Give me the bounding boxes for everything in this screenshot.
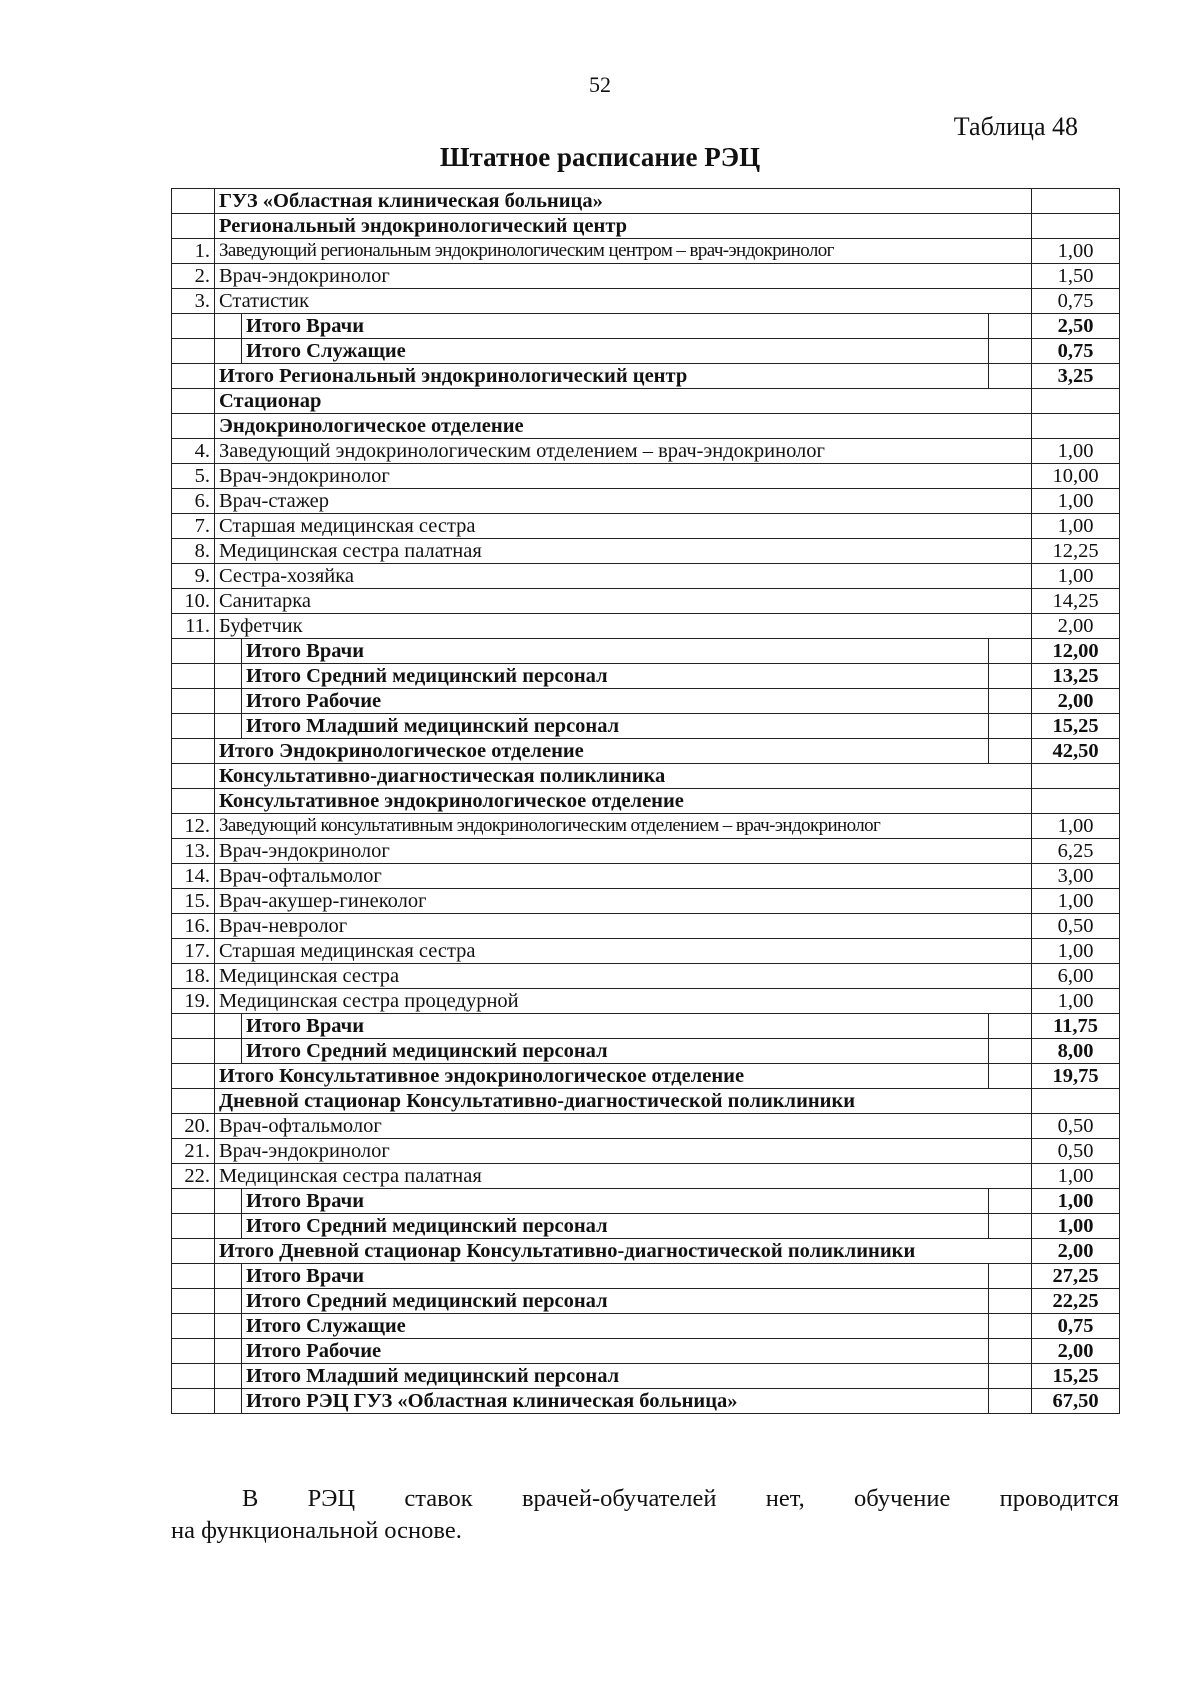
row-position: Санитарка (215, 589, 1032, 614)
subtotal-label: Итого Служащие (242, 1314, 989, 1339)
subtotal-row (172, 1214, 1120, 1239)
table-row (172, 439, 1120, 464)
closing-line-1 (171, 1483, 1119, 1515)
indent-empty (215, 1289, 242, 1314)
row-position: Медицинская сестра (215, 964, 1032, 989)
row-position: Врач-эндокринолог (215, 264, 1032, 289)
subtotal-row (172, 639, 1120, 664)
row-position: Врач-эндокринолог (215, 464, 1032, 489)
row-position: Заведующий региональным эндокринологическим центром – врач-эндокринолог (215, 239, 1032, 264)
table-row (172, 1164, 1120, 1189)
indent-empty (215, 664, 242, 689)
row-position: Медицинская сестра процедурной (215, 989, 1032, 1014)
subtotal-row (172, 1014, 1120, 1039)
indent-empty (215, 1339, 242, 1364)
subtotal-value: 12,00 (1032, 639, 1120, 664)
total-row (172, 364, 1120, 389)
table-row (172, 539, 1120, 564)
table-row (172, 864, 1120, 889)
row-number: 16. (172, 914, 215, 939)
row-position: Медицинская сестра палатная (215, 539, 1032, 564)
subtotal-label: Итого Младший медицинский персонал (242, 714, 989, 739)
row-position: Сестра-хозяйка (215, 564, 1032, 589)
section-header-row (172, 764, 1120, 789)
table-row (172, 964, 1120, 989)
row-number-empty (172, 1289, 215, 1314)
indent-empty (215, 714, 242, 739)
subtotal-row (172, 1339, 1120, 1364)
row-position: Заведующий эндокринологическим отделением – врач-эндокринолог (215, 439, 1032, 464)
closing-line-2: на функциональной основе. (171, 1517, 462, 1544)
spacer-empty (989, 364, 1032, 389)
row-number: 5. (172, 464, 215, 489)
subtotal-row (172, 1314, 1120, 1339)
spacer-empty (989, 314, 1032, 339)
section-header-row (172, 214, 1120, 239)
table-row (172, 814, 1120, 839)
table-row (172, 464, 1120, 489)
closing-word: врачей-обучателей (521, 1485, 717, 1512)
table-row (172, 614, 1120, 639)
spacer-empty (989, 1064, 1032, 1089)
row-value: 1,00 (1032, 514, 1120, 539)
row-number: 18. (172, 964, 215, 989)
row-position: Врач-офтальмолог (215, 864, 1032, 889)
spacer-empty (989, 1314, 1032, 1339)
subtotal-label: Итого Врачи (242, 1264, 989, 1289)
spacer-empty (989, 1339, 1032, 1364)
subtotal-row (172, 664, 1120, 689)
subtotal-row (172, 1189, 1120, 1214)
row-number-empty (172, 739, 215, 764)
section-header-row (172, 789, 1120, 814)
section-title: Региональный эндокринологический центр (215, 214, 1032, 239)
subtotal-row (172, 339, 1120, 364)
row-position: Буфетчик (215, 614, 1032, 639)
spacer-empty (989, 1364, 1032, 1389)
closing-word: В (242, 1485, 259, 1512)
row-position: Врач-эндокринолог (215, 839, 1032, 864)
row-value: 10,00 (1032, 464, 1120, 489)
row-position: Старшая медицинская сестра (215, 514, 1032, 539)
row-number-empty (172, 414, 215, 439)
table-row (172, 489, 1120, 514)
row-number-empty (172, 1189, 215, 1214)
subtotal-label: Итого Рабочие (242, 689, 989, 714)
closing-word: обучение (854, 1485, 951, 1512)
row-number-empty (172, 1064, 215, 1089)
table-row (172, 239, 1120, 264)
table-row (172, 839, 1120, 864)
subtotal-value: 15,25 (1032, 1364, 1120, 1389)
subtotal-label: Итого Средний медицинский персонал (242, 1289, 989, 1314)
table-row (172, 939, 1120, 964)
spacer-empty (989, 1189, 1032, 1214)
row-number: 4. (172, 439, 215, 464)
indent-empty (215, 1389, 242, 1414)
row-value: 1,00 (1032, 989, 1120, 1014)
subtotal-value: 15,25 (1032, 714, 1120, 739)
total-value: 2,00 (1032, 1239, 1120, 1264)
section-header-row (172, 189, 1120, 214)
total-row (172, 739, 1120, 764)
row-number-empty (172, 639, 215, 664)
indent-empty (215, 1314, 242, 1339)
row-value: 1,00 (1032, 564, 1120, 589)
row-number-empty (172, 364, 215, 389)
row-position: Статистик (215, 289, 1032, 314)
total-row (172, 1239, 1120, 1264)
section-title: Консультативное эндокринологическое отделение (215, 789, 1032, 814)
spacer-empty (989, 689, 1032, 714)
row-number: 12. (172, 814, 215, 839)
table-row (172, 1114, 1120, 1139)
row-position: Врач-стажер (215, 489, 1032, 514)
subtotal-label: Итого Врачи (242, 1189, 989, 1214)
row-position: Врач-невролог (215, 914, 1032, 939)
staff-table (171, 188, 1120, 1414)
row-number: 8. (172, 539, 215, 564)
subtotal-value: 1,00 (1032, 1214, 1120, 1239)
page-title: Штатное расписание РЭЦ (439, 142, 761, 172)
table-row (172, 989, 1120, 1014)
total-label: Итого Дневной стационар Консультативно-диагностической поликлиники (215, 1239, 1032, 1264)
row-value: 6,00 (1032, 964, 1120, 989)
spacer-empty (989, 1014, 1032, 1039)
row-number-empty (172, 764, 215, 789)
subtotal-value: 0,75 (1032, 1314, 1120, 1339)
subtotal-row (172, 1389, 1120, 1414)
row-number: 20. (172, 1114, 215, 1139)
subtotal-label: Итого Средний медицинский персонал (242, 1214, 989, 1239)
row-value: 12,25 (1032, 539, 1120, 564)
row-number: 10. (172, 589, 215, 614)
row-number-empty (172, 689, 215, 714)
row-value: 0,50 (1032, 1114, 1120, 1139)
closing-word: ставок (404, 1485, 473, 1512)
section-title: Эндокринологическое отделение (215, 414, 1032, 439)
row-value (1032, 214, 1120, 239)
row-value: 6,25 (1032, 839, 1120, 864)
subtotal-value: 22,25 (1032, 1289, 1120, 1314)
indent-empty (215, 1214, 242, 1239)
row-value: 1,00 (1032, 439, 1120, 464)
spacer-empty (989, 664, 1032, 689)
row-number: 6. (172, 489, 215, 514)
subtotal-label: Итого Врачи (242, 314, 989, 339)
section-title: Стационар (215, 389, 1032, 414)
subtotal-label: Итого Рабочие (242, 1339, 989, 1364)
row-position: Врач-офтальмолог (215, 1114, 1032, 1139)
row-number-empty (172, 1014, 215, 1039)
table-row (172, 1139, 1120, 1164)
indent-empty (215, 639, 242, 664)
row-value (1032, 764, 1120, 789)
table-label: Таблица 48 (953, 112, 1078, 141)
row-number: 17. (172, 939, 215, 964)
section-title: ГУЗ «Областная клиническая больница» (215, 189, 1032, 214)
row-value: 14,25 (1032, 589, 1120, 614)
table-row (172, 889, 1120, 914)
table-row (172, 514, 1120, 539)
row-value: 2,00 (1032, 614, 1120, 639)
indent-empty (215, 1364, 242, 1389)
row-position: Заведующий консультативным эндокринологическим отделением – врач-эндокринолог (215, 814, 1032, 839)
row-value (1032, 414, 1120, 439)
row-value: 0,50 (1032, 1139, 1120, 1164)
row-value: 0,75 (1032, 289, 1120, 314)
closing-word: РЭЦ (307, 1485, 356, 1512)
row-number: 11. (172, 614, 215, 639)
row-number: 13. (172, 839, 215, 864)
spacer-empty (989, 1289, 1032, 1314)
subtotal-value: 27,25 (1032, 1264, 1120, 1289)
section-title: Дневной стационар Консультативно-диагностической поликлиники (215, 1089, 1032, 1114)
row-value: 3,00 (1032, 864, 1120, 889)
spacer-empty (989, 714, 1032, 739)
subtotal-label: Итого Врачи (242, 1014, 989, 1039)
row-value (1032, 189, 1120, 214)
table-row (172, 564, 1120, 589)
subtotal-label: Итого Служащие (242, 339, 989, 364)
row-value (1032, 389, 1120, 414)
row-number: 2. (172, 264, 215, 289)
subtotal-row (172, 1289, 1120, 1314)
table-row (172, 914, 1120, 939)
row-position: Врач-эндокринолог (215, 1139, 1032, 1164)
total-label: Итого Консультативное эндокринологическое отделение (215, 1064, 989, 1089)
row-number-empty (172, 389, 215, 414)
subtotal-value: 13,25 (1032, 664, 1120, 689)
subtotal-value: 2,00 (1032, 689, 1120, 714)
row-value: 1,00 (1032, 889, 1120, 914)
total-label: Итого Эндокринологическое отделение (215, 739, 989, 764)
row-number-empty (172, 1364, 215, 1389)
row-number-empty (172, 339, 215, 364)
row-number: 3. (172, 289, 215, 314)
indent-empty (215, 1014, 242, 1039)
subtotal-row (172, 689, 1120, 714)
table-row (172, 264, 1120, 289)
subtotal-value: 8,00 (1032, 1039, 1120, 1064)
row-number: 19. (172, 989, 215, 1014)
section-title: Консультативно-диагностическая поликлиника (215, 764, 1032, 789)
row-value: 0,50 (1032, 914, 1120, 939)
subtotal-label: Итого Врачи (242, 639, 989, 664)
subtotal-row (172, 714, 1120, 739)
row-number: 1. (172, 239, 215, 264)
closing-word: проводится (999, 1485, 1119, 1512)
row-number: 21. (172, 1139, 215, 1164)
section-header-row (172, 1089, 1120, 1114)
row-number-empty (172, 1089, 215, 1114)
row-value (1032, 1089, 1120, 1114)
table-row (172, 589, 1120, 614)
row-number-empty (172, 1389, 215, 1414)
row-number-empty (172, 1039, 215, 1064)
spacer-empty (989, 1264, 1032, 1289)
spacer-empty (989, 639, 1032, 664)
row-value: 1,00 (1032, 239, 1120, 264)
spacer-empty (989, 739, 1032, 764)
row-position: Старшая медицинская сестра (215, 939, 1032, 964)
indent-empty (215, 1039, 242, 1064)
row-value (1032, 789, 1120, 814)
row-number: 22. (172, 1164, 215, 1189)
row-number-empty (172, 1339, 215, 1364)
total-value: 19,75 (1032, 1064, 1120, 1089)
indent-empty (215, 689, 242, 714)
indent-empty (215, 1264, 242, 1289)
row-number: 7. (172, 514, 215, 539)
row-number-empty (172, 214, 215, 239)
total-value: 42,50 (1032, 739, 1120, 764)
row-number: 9. (172, 564, 215, 589)
row-number-empty (172, 714, 215, 739)
row-number-empty (172, 1239, 215, 1264)
subtotal-label: Итого Средний медицинский персонал (242, 1039, 989, 1064)
row-number-empty (172, 1264, 215, 1289)
row-number: 15. (172, 889, 215, 914)
subtotal-value: 2,00 (1032, 1339, 1120, 1364)
row-number-empty (172, 664, 215, 689)
row-number-empty (172, 1214, 215, 1239)
subtotal-row (172, 1264, 1120, 1289)
subtotal-value: 1,00 (1032, 1189, 1120, 1214)
total-label: Итого Региональный эндокринологический центр (215, 364, 989, 389)
closing-word: нет, (765, 1485, 805, 1512)
page-number: 52 (589, 72, 611, 97)
indent-empty (215, 314, 242, 339)
total-row (172, 1064, 1120, 1089)
row-number-empty (172, 189, 215, 214)
subtotal-label: Итого РЭЦ ГУЗ «Областная клиническая больница» (242, 1389, 989, 1414)
section-header-row (172, 414, 1120, 439)
subtotal-label: Итого Средний медицинский персонал (242, 664, 989, 689)
table-row (172, 289, 1120, 314)
subtotal-row (172, 1364, 1120, 1389)
row-position: Врач-акушер-гинеколог (215, 889, 1032, 914)
spacer-empty (989, 339, 1032, 364)
spacer-empty (989, 1039, 1032, 1064)
subtotal-row (172, 1039, 1120, 1064)
subtotal-value: 67,50 (1032, 1389, 1120, 1414)
row-number: 14. (172, 864, 215, 889)
spacer-empty (989, 1389, 1032, 1414)
subtotal-label: Итого Младший медицинский персонал (242, 1364, 989, 1389)
subtotal-row (172, 314, 1120, 339)
row-value: 1,00 (1032, 939, 1120, 964)
indent-empty (215, 339, 242, 364)
row-position: Медицинская сестра палатная (215, 1164, 1032, 1189)
subtotal-value: 2,50 (1032, 314, 1120, 339)
row-number-empty (172, 789, 215, 814)
subtotal-value: 0,75 (1032, 339, 1120, 364)
spacer-empty (989, 1214, 1032, 1239)
subtotal-value: 11,75 (1032, 1014, 1120, 1039)
row-value: 1,00 (1032, 489, 1120, 514)
row-number-empty (172, 314, 215, 339)
closing-paragraph (171, 1483, 1119, 1547)
total-value: 3,25 (1032, 364, 1120, 389)
row-value: 1,50 (1032, 264, 1120, 289)
section-header-row (172, 389, 1120, 414)
row-value: 1,00 (1032, 1164, 1120, 1189)
indent-empty (215, 1189, 242, 1214)
row-number-empty (172, 1314, 215, 1339)
row-value: 1,00 (1032, 814, 1120, 839)
